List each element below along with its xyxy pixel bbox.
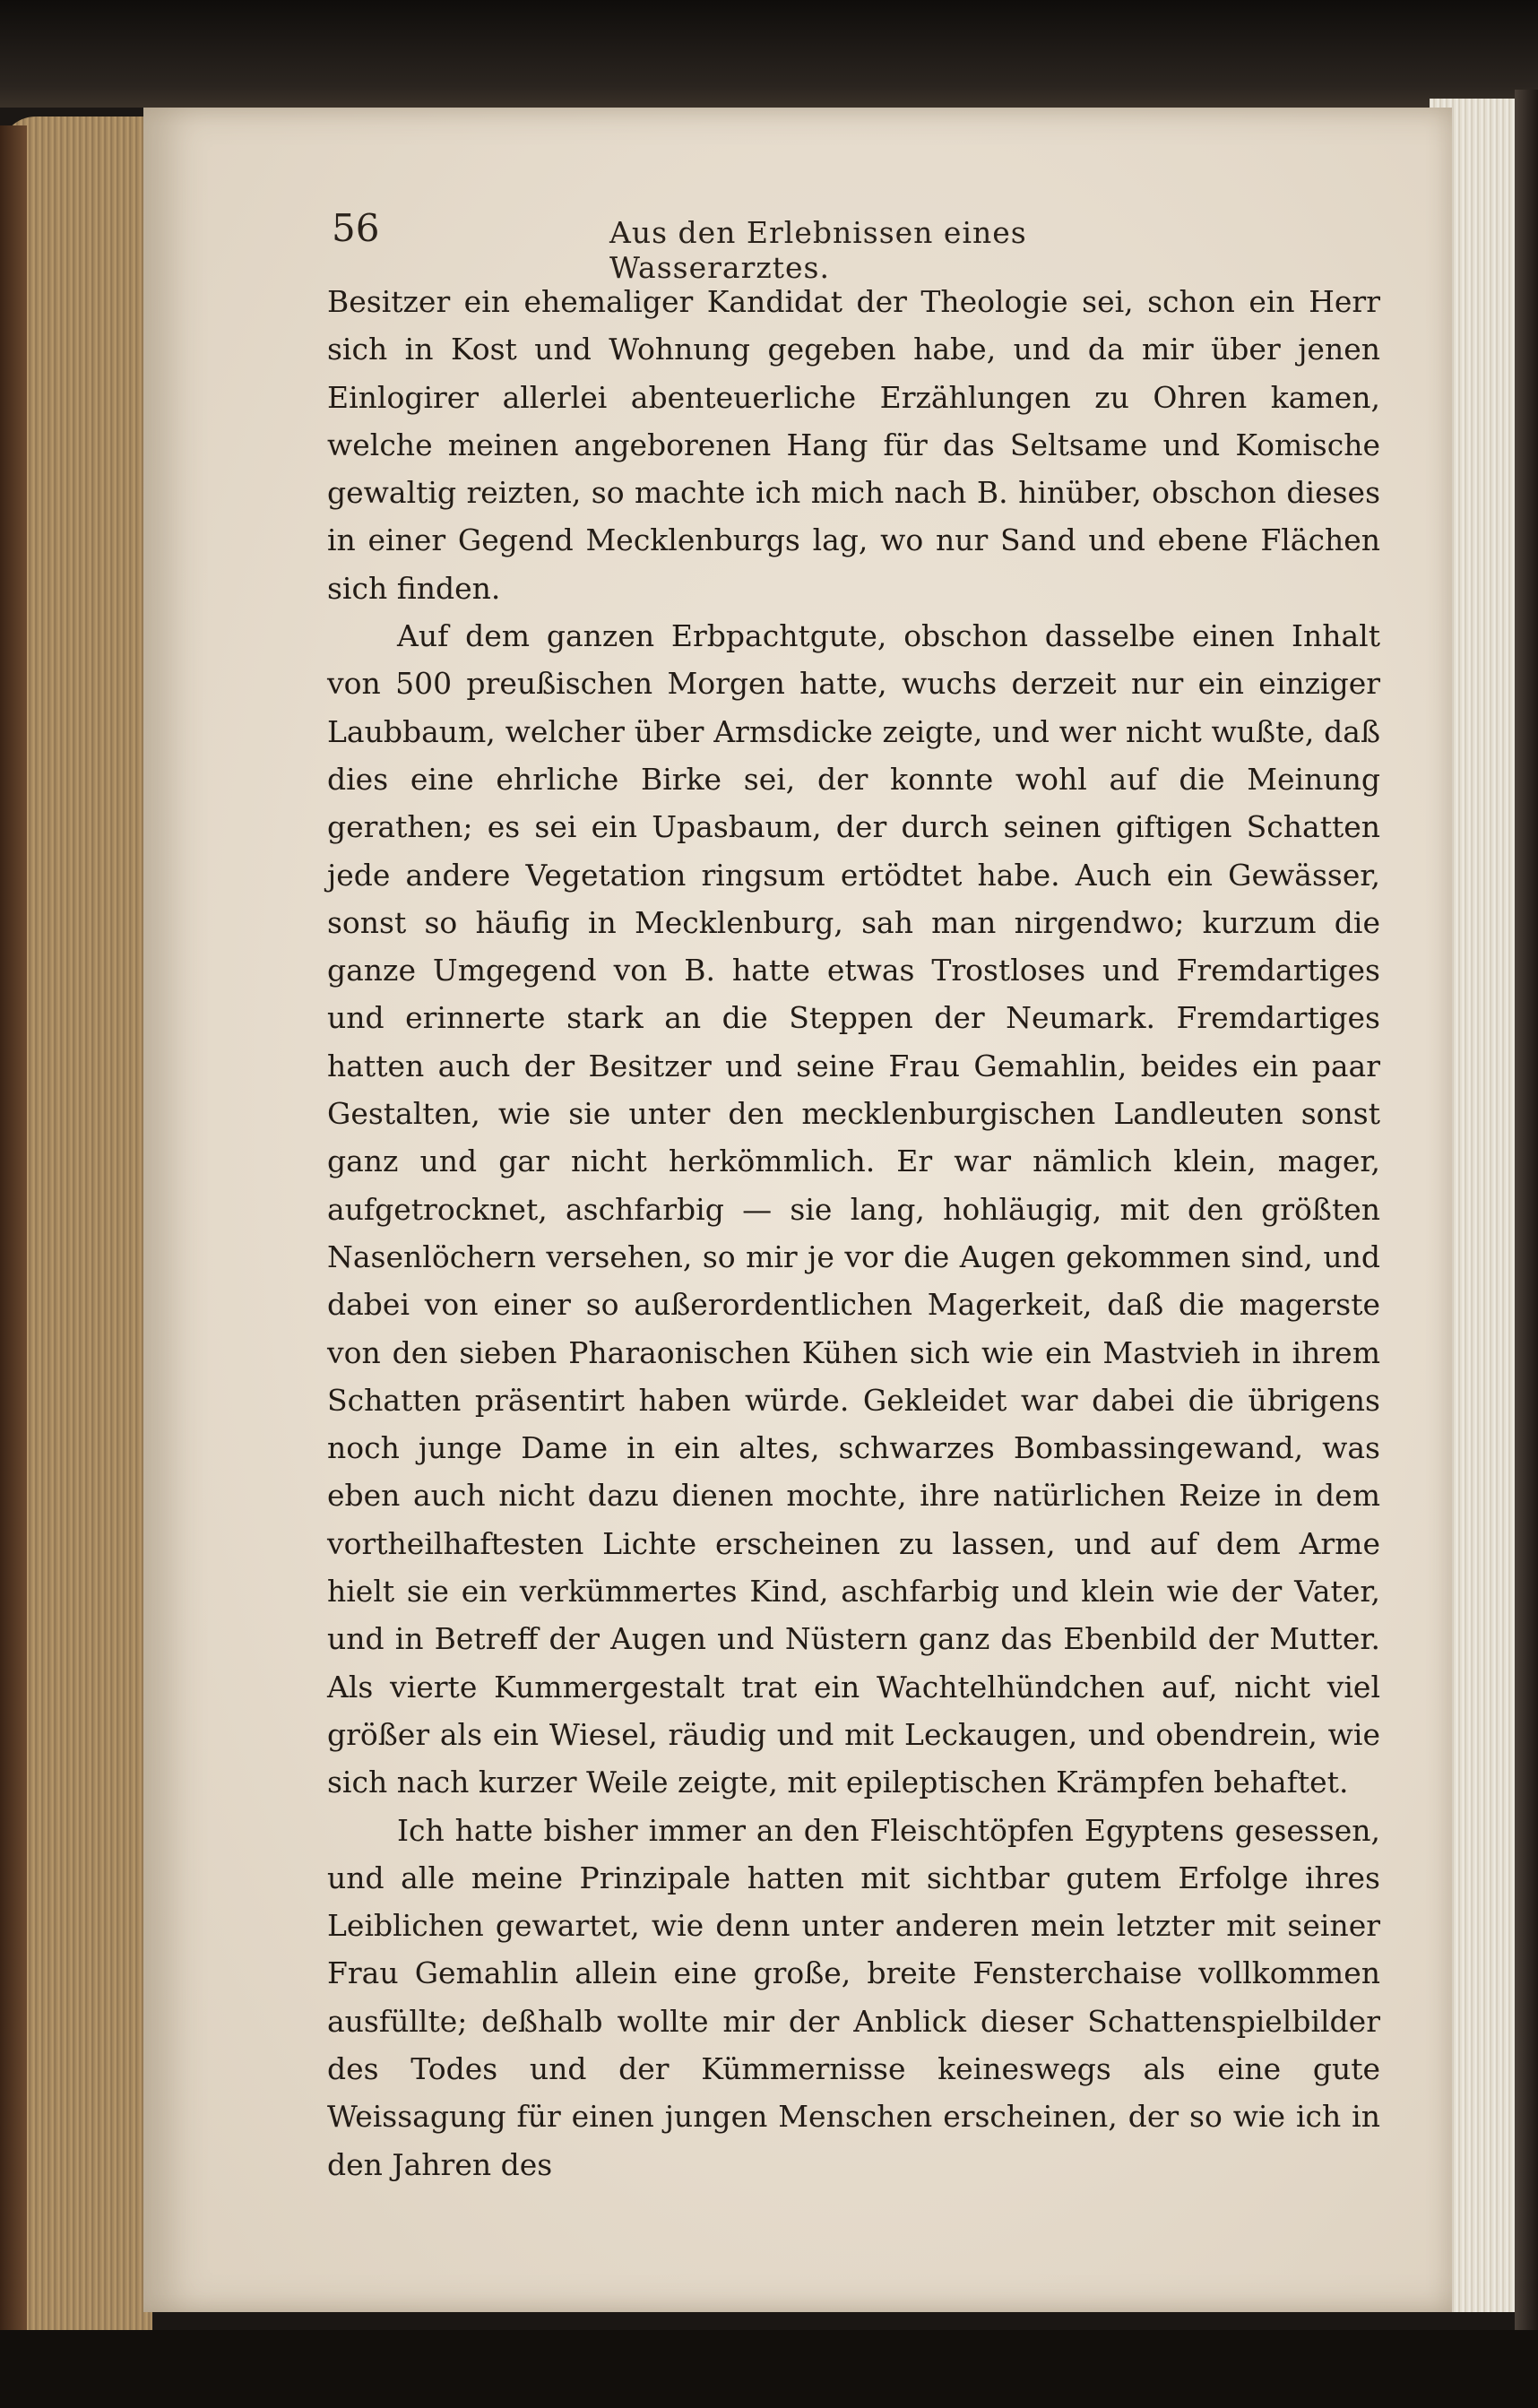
running-head (332, 206, 1228, 285)
paragraph: Auf dem ganzen Erbpachtgute, obschon dasselbe einen Inhalt von 500 preußischen Morgen hatte, wuchs derzeit nur ein einziger Laubbaum, welcher über Armsdicke zeigte, und wer nicht wußte, daß dies eine ehrliche Birke sei, der konnte wohl auf die Meinung gerathen; es sei ein Upasbaum, der durch seinen giftigen Schatten jede andere Vegetation ringsum ertödtet habe. Auch ein Gewässer, sonst so häufig in Mecklenburg, sah man nirgendwo; kurzum die ganze Umgegend von B. hatte etwas Trostloses und Fremdartiges und erinnerte stark an die Steppen der Neumark. Fremdartiges hatten auch der Besitzer und seine Frau Gemahlin, beides ein paar Gestalten, wie sie unter den mecklenburgischen Landleuten sonst ganz und gar nicht herkömmlich. Er war nämlich klein, mager, aufgetrocknet, aschfarbig — sie lang, hohläugig, mit den größten Nasenlöchern versehen, so mir je vor die Augen gekommen sind, und dabei von einer so außerordentlichen Magerkeit, daß die magerste von den sieben Pharaonischen Kühen sich wie ein Mastvieh in ihrem Schatten präsentirt haben würde. Gekleidet war dabei die übrigens noch junge Dame in ein altes, schwarzes Bombassingewand, was eben auch nicht dazu dienen mochte, ihre natürlichen Reize in dem vortheilhaftesten Lichte erscheinen zu lassen, und auf dem Arme hielt sie ein verkümmertes Kind, aschfarbig und klein wie der Vater, und in Betreff der Augen und Nüstern ganz das Ebenbild der Mutter. Als vierte Kummergestalt trat ein Wachtelhündchen auf, nicht viel größer als ein Wiesel, räudig und mit Leckaugen, und obendrein, wie sich nach kurzer Weile zeigte, mit epileptischen Krämpfen behaftet. (327, 618, 1380, 1800)
paragraph: Ich hatte bisher immer an den Fleischtöpfen Egyptens gesessen, und alle meine Prinzipale hatten mit sichtbar gutem Erfolge ihres Leiblichen gewartet, wie denn unter anderen mein letzter mit seiner Frau Gemahlin allein eine große, breite Fensterchaise vollkommen ausfüllte; deßhalb wollte mir der Anblick dieser Schattenspielbilder des Todes und der Kümmernisse keineswegs als eine gute Weissagung für einen jungen Menschen erscheinen, der so wie ich in den Jahren des (327, 1812, 1380, 2182)
photo-background-top (0, 0, 1538, 108)
running-title: Aus den Erlebnissen eines Wasserarztes. (609, 215, 1027, 285)
book-cover-left (0, 125, 27, 2330)
paragraph: Besitzer ein ehemaliger Kandidat der Theologie sei, schon ein Herr sich in Kost und Wohnung gegeben habe, und da mir über jenen Einlogirer allerlei abenteuerliche Erzählungen zu Ohren kamen, welche meinen angeborenen Hang für das Seltsame und Komische gewaltig reizten, so machte ich mich nach B. hinüber, obschon dieses in einer Gegend Mecklenburgs lag, wo nur Sand und ebene Flächen sich finden. (327, 284, 1380, 606)
page-number: 56 (332, 206, 380, 250)
body-text (327, 278, 1380, 2188)
book-cover-right (1515, 90, 1538, 2330)
photo-background-bottom (0, 2330, 1538, 2408)
